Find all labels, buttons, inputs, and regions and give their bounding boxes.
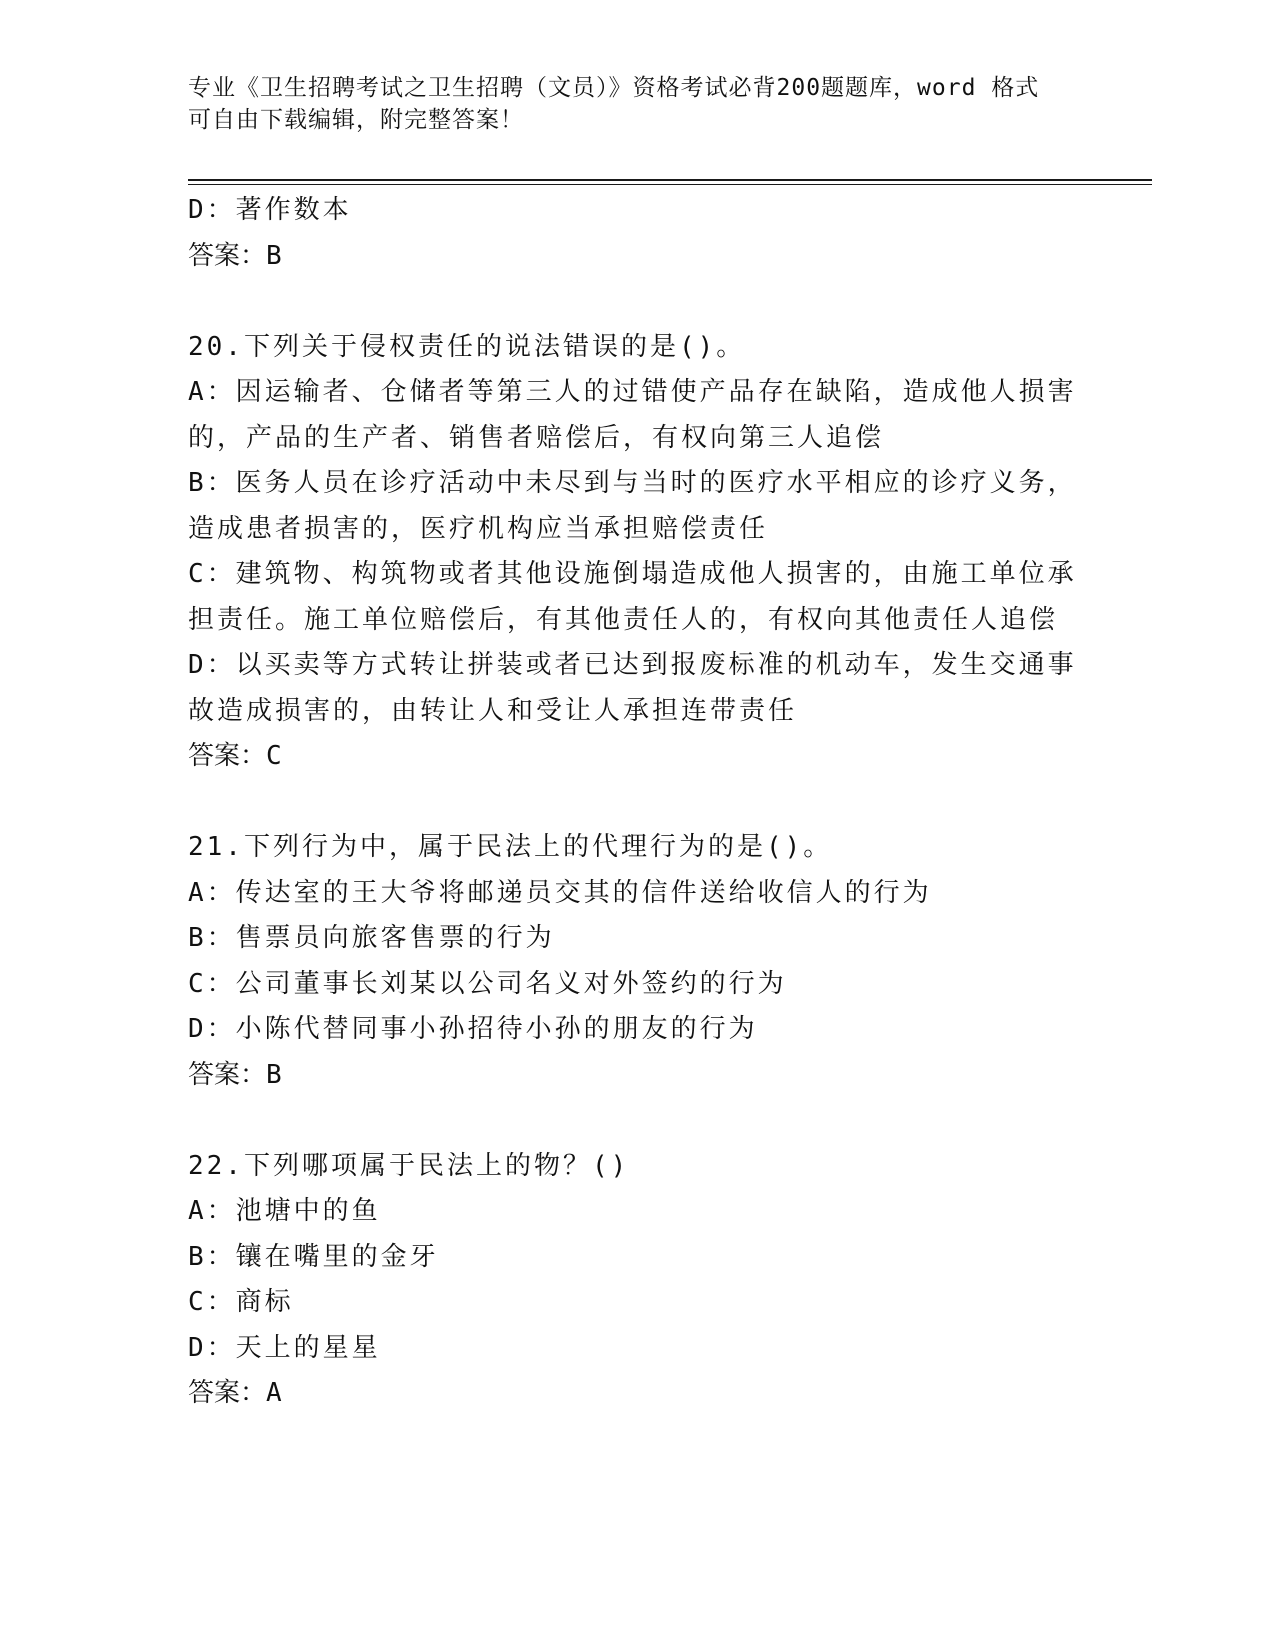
question-stem bbox=[188, 825, 1108, 871]
option-line: D：以买卖等方式转让拼装或者已达到报废标准的机动车，发生交通事 bbox=[188, 650, 1077, 680]
answer-value: A bbox=[266, 1378, 282, 1408]
option-line: D：天上的星星 bbox=[188, 1332, 381, 1363]
option-line: B：医务人员在诊疗活动中未尽到与当时的医疗水平相应的诊疗义务， bbox=[188, 468, 1077, 498]
header-divider-thick bbox=[188, 179, 1152, 181]
answer-label: 答案： bbox=[188, 1059, 267, 1090]
question-stem bbox=[188, 1144, 1108, 1190]
question-stem bbox=[188, 325, 1108, 371]
header-title-line-1: 专业《卫生招聘考试之卫生招聘（文员）》资格考试必背200题题库，word 格式 bbox=[188, 75, 1040, 101]
option-line: A：传达室的王大爷将邮递员交其的信件送给收信人的行为 bbox=[188, 877, 932, 908]
option-line: C：公司董事长刘某以公司名义对外签约的行为 bbox=[188, 968, 787, 999]
question-text: 下列行为中，属于民法上的代理行为的是()。 bbox=[243, 832, 833, 862]
option-line: D：小陈代替同事小孙招待小孙的朋友的行为 bbox=[188, 1014, 758, 1044]
spacer bbox=[188, 780, 1108, 826]
answer-value: C bbox=[266, 741, 282, 771]
question-22 bbox=[188, 1144, 1108, 1417]
question-content bbox=[188, 188, 1108, 1417]
document-header bbox=[188, 72, 1088, 136]
option-line: A：因运输者、仓储者等第三人的过错使产品存在缺陷，造成他人损害 bbox=[188, 377, 1077, 407]
answer-value: B bbox=[266, 240, 282, 271]
continued-answer bbox=[188, 234, 1108, 280]
answer-label: 答案： bbox=[188, 1378, 267, 1408]
question-number: 20. bbox=[188, 331, 244, 362]
header-divider-thin bbox=[188, 184, 1152, 185]
spacer bbox=[188, 1098, 1108, 1144]
option-line: B：镶在嘴里的金牙 bbox=[188, 1241, 439, 1272]
option-line: 造成患者损害的，医疗机构应当承担赔偿责任 bbox=[188, 513, 769, 544]
answer-value: B bbox=[266, 1059, 282, 1090]
option-line: A：池塘中的鱼 bbox=[188, 1196, 381, 1226]
option-line: 故造成损害的，由转让人和受让人承担连带责任 bbox=[188, 695, 798, 726]
question-answer bbox=[188, 1053, 1108, 1099]
question-20 bbox=[188, 325, 1108, 780]
question-number: 21. bbox=[188, 832, 244, 862]
question-number: 22. bbox=[188, 1150, 244, 1181]
option-line: B：售票员向旅客售票的行为 bbox=[188, 923, 555, 953]
continued-option-d: D：著作数本 bbox=[188, 195, 352, 225]
question-text: 下列哪项属于民法上的物？() bbox=[243, 1150, 630, 1181]
option-line: 担责任。施工单位赔偿后，有其他责任人的，有权向其他责任人追偿 bbox=[188, 604, 1059, 635]
header-title-line-2: 可自由下载编辑，附完整答案！ bbox=[188, 107, 524, 133]
spacer bbox=[188, 279, 1108, 325]
option-line: C：建筑物、构筑物或者其他设施倒塌造成他人损害的，由施工单位承 bbox=[188, 559, 1077, 589]
question-text: 下列关于侵权责任的说法错误的是()。 bbox=[243, 331, 746, 362]
option-line: 的，产品的生产者、销售者赔偿后，有权向第三人追偿 bbox=[188, 422, 885, 453]
question-answer bbox=[188, 734, 1108, 780]
answer-label: 答案： bbox=[188, 741, 267, 771]
answer-label: 答案： bbox=[188, 240, 267, 271]
option-line: C：商标 bbox=[188, 1287, 294, 1317]
question-21 bbox=[188, 825, 1108, 1098]
question-answer bbox=[188, 1371, 1108, 1417]
